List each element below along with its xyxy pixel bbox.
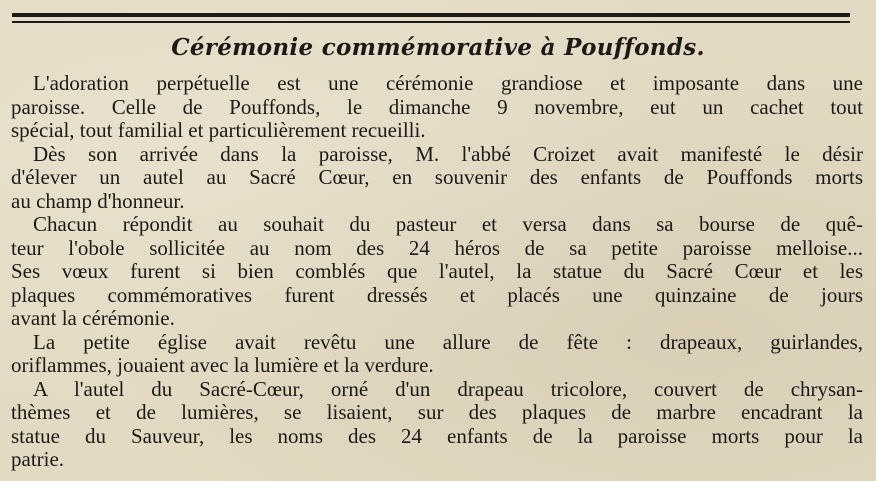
text-line: paroisse. Celle de Pouffonds, le dimanche 9 novembre, eut un cachet tout <box>11 94 863 119</box>
text-line: au champ d'honneur. <box>11 188 185 213</box>
text-line: plaques commémoratives furent dressés et placés une quinzaine de jours <box>11 282 863 307</box>
text-line: Ses vœux furent si bien comblés que l'autel, la statue du Sacré Cœur et les <box>11 259 863 283</box>
text-line: avant la cérémonie. <box>11 306 175 330</box>
text-line: Chacun répondit au souhait du pasteur et versa dans sa bourse de quê- <box>33 212 863 236</box>
article-body <box>11 72 863 472</box>
text-line: A l'autel du Sacré-Cœur, orné d'un drapeau tricolore, couvert de chrysan- <box>33 376 863 401</box>
header-double-rule-thin <box>12 21 850 23</box>
text-line: statue du Sauveur, les noms des 24 enfants de la paroisse morts pour la <box>11 423 863 448</box>
text-line: L'adoration perpétuelle est une cérémonie grandiose et imposante dans une <box>33 71 863 95</box>
text-line: thèmes et de lumières, se lisaient, sur des plaques de marbre encadrant la <box>11 400 863 424</box>
header-double-rule-thick <box>12 13 850 17</box>
text-line: d'élever un autel au Sacré Cœur, en souvenir des enfants de Pouffonds morts <box>11 165 863 189</box>
text-line: Dès son arrivée dans la paroisse, M. l'abbé Croizet avait manifesté le désir <box>33 141 863 166</box>
article-title: Cérémonie commémorative à Pouffonds. <box>171 34 705 61</box>
text-line: patrie. <box>11 447 65 471</box>
text-line: La petite église avait revêtu une allure de fête : drapeaux, guirlandes, <box>33 329 863 354</box>
text-line: teur l'obole sollicitée au nom des 24 héros de sa petite paroisse melloise... <box>11 235 863 260</box>
text-line: oriflammes, jouaient avec la lumière et la verdure. <box>11 353 434 377</box>
text-line: spécial, tout familial et particulièrement recueilli. <box>11 118 426 142</box>
